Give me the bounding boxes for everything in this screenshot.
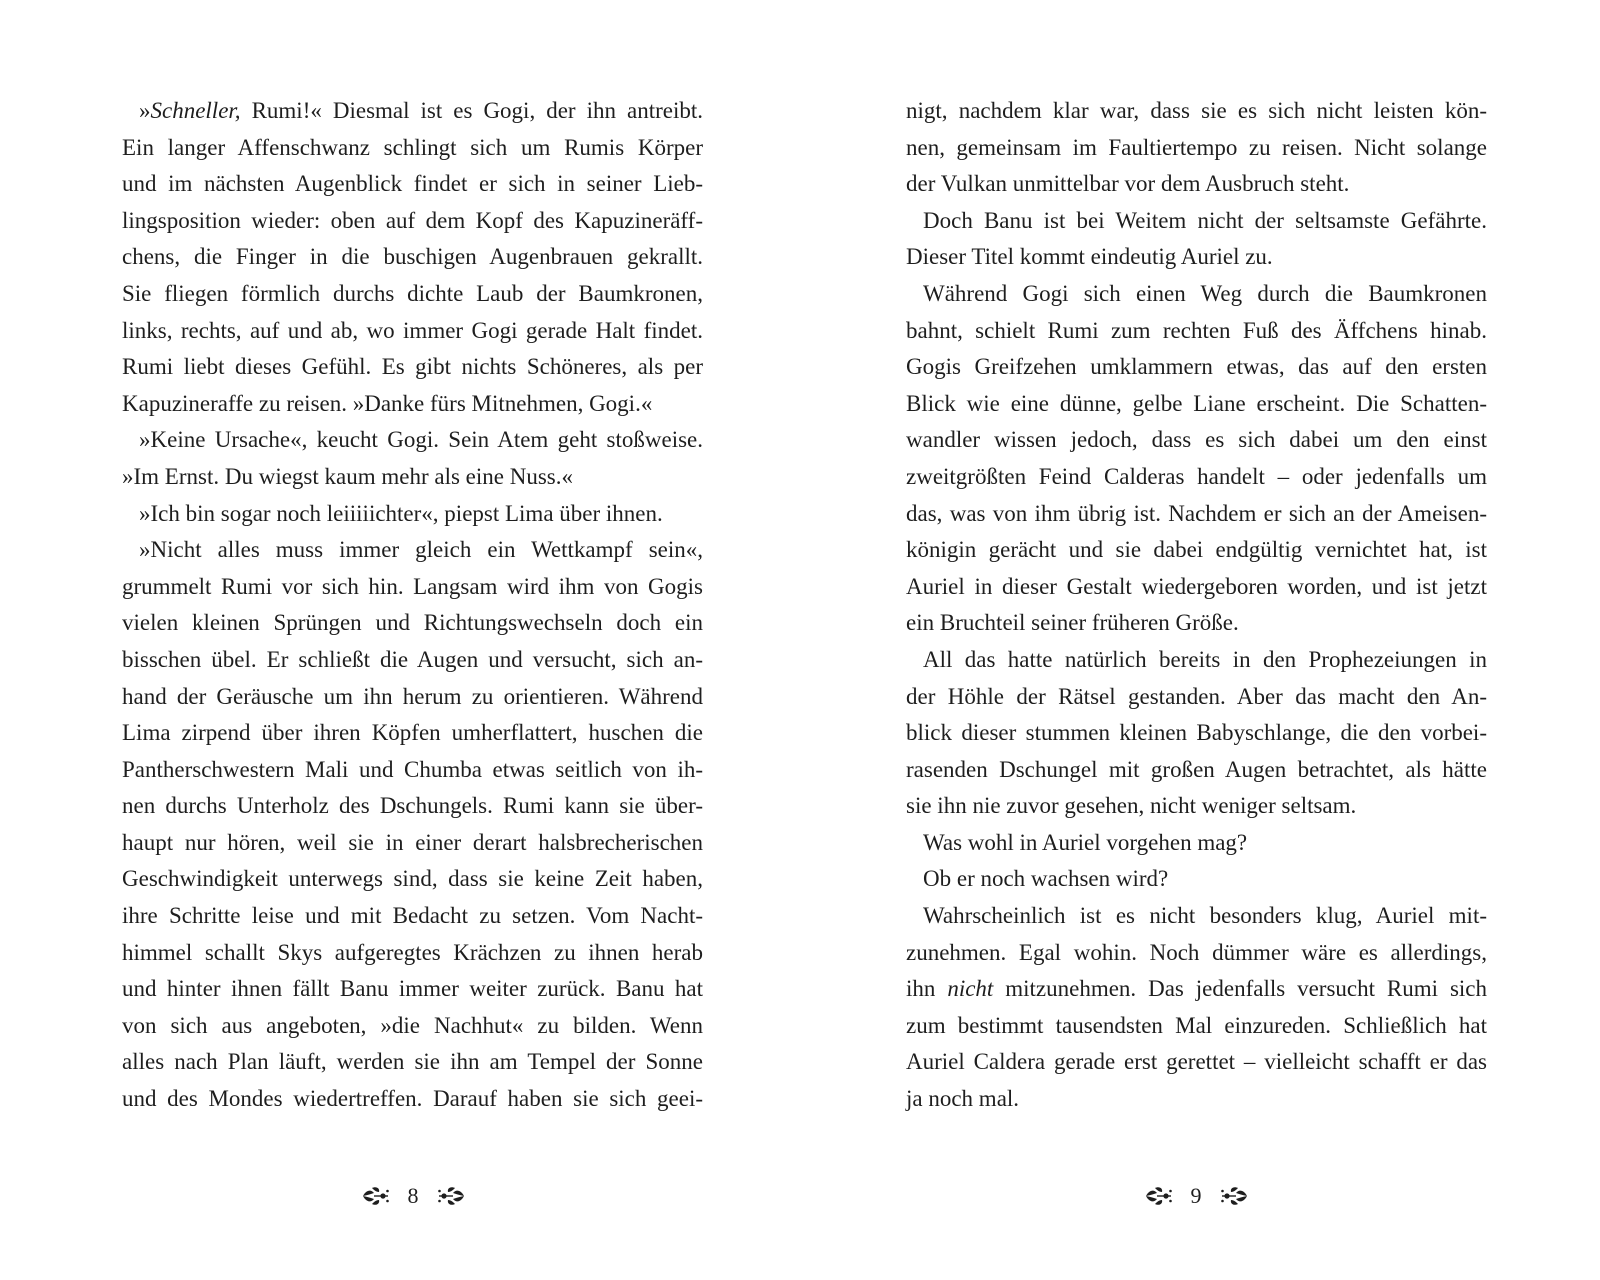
text-run: nen, gemeinsam im Faultiertempo zu reisen. Nicht solange	[906, 134, 1487, 160]
text-line	[906, 239, 1487, 276]
text-run: »Ich bin sogar noch leiiiiichter«, piepst Lima über ihnen.	[139, 500, 663, 526]
text-run: alles nach Plan läuft, werden sie ihn am Tempel der Sonne	[122, 1049, 703, 1075]
text-line	[122, 532, 703, 569]
text-line	[906, 1008, 1487, 1045]
text-run: sie ihn nie zuvor gesehen, nicht weniger seltsam.	[906, 793, 1357, 819]
text-run: All das hatte natürlich bereits in den Prophezeiungen in	[923, 646, 1487, 672]
text-run: bahnt, schielt Rumi zum rechten Fuß des Äffchens hinab.	[906, 317, 1487, 343]
text-run: vielen kleinen Sprüngen und Richtungswechseln doch ein	[122, 610, 703, 636]
text-run: haupt nur hören, weil sie in einer derart halsbrecherischen	[122, 829, 703, 855]
text-line	[906, 166, 1487, 203]
text-line	[122, 898, 703, 935]
text-run: der Vulkan unmittelbar vor dem Ausbruch steht.	[906, 171, 1350, 197]
text-run: chens, die Finger in die buschigen Augenbrauen gekrallt.	[122, 244, 703, 270]
text-line	[122, 349, 703, 386]
text-line	[906, 971, 1487, 1008]
page-number: 8	[407, 1183, 419, 1208]
text-line	[906, 93, 1487, 130]
text-line	[906, 935, 1487, 972]
text-line	[906, 496, 1487, 533]
text-line	[122, 386, 703, 423]
text-run: Auriel Caldera gerade erst gerettet – vielleicht schafft er das	[906, 1049, 1487, 1075]
text-run: Blick wie eine dünne, gelbe Liane erscheint. Die Schatten-	[906, 390, 1487, 416]
left-page-body	[122, 93, 703, 1118]
floral-vignette-icon	[437, 1185, 467, 1207]
text-line	[122, 825, 703, 862]
text-line	[906, 422, 1487, 459]
text-line	[122, 1081, 703, 1118]
text-line	[906, 1044, 1487, 1081]
text-run: ihn	[906, 976, 948, 1002]
text-line	[906, 861, 1487, 898]
text-run: Dieser Titel kommt eindeutig Auriel zu.	[906, 244, 1273, 270]
text-line	[906, 898, 1487, 935]
text-run: himmel schallt Skys aufgeregtes Krächzen zu ihnen herab	[122, 939, 703, 965]
text-run: Ein langer Affenschwanz schlingt sich um Rumis Körper	[122, 134, 703, 160]
text-run: ein Bruchteil seiner früheren Größe.	[906, 610, 1239, 636]
text-run: zweitgrößten Feind Calderas handelt – oder jedenfalls um	[906, 463, 1487, 489]
text-run: nen durchs Unterholz des Dschungels. Rumi kann sie über-	[122, 793, 703, 819]
text-run: und im nächsten Augenblick findet er sich in seiner Lieb-	[122, 171, 703, 197]
text-run: und hinter ihnen fällt Banu immer weiter zurück. Banu hat	[122, 976, 703, 1002]
text-line	[906, 349, 1487, 386]
text-run: der Höhle der Rätsel gestanden. Aber das macht den An-	[906, 683, 1487, 709]
text-run: links, rechts, auf und ab, wo immer Gogi gerade Halt findet.	[122, 317, 703, 343]
text-run: Was wohl in Auriel vorgehen mag?	[923, 829, 1248, 855]
text-run: mitzunehmen. Das jedenfalls versucht Rumi sich	[993, 976, 1488, 1002]
text-run: Ob er noch wachsen wird?	[923, 866, 1169, 892]
text-run: Kapuzineraffe zu reisen. »Danke fürs Mitnehmen, Gogi.«	[122, 390, 653, 416]
text-run: ja noch mal.	[906, 1086, 1020, 1112]
text-run: »Im Ernst. Du wiegst kaum mehr als eine Nuss.«	[122, 463, 573, 489]
text-line	[906, 459, 1487, 496]
text-line	[122, 130, 703, 167]
text-run: königin gerächt und sie dabei endgültig vernichtet hat, ist	[906, 537, 1487, 563]
text-run: Gogis Greifzehen umklammern etwas, das auf den ersten	[906, 354, 1487, 380]
text-line	[122, 605, 703, 642]
text-run: »	[139, 98, 151, 123]
text-run: zunehmen. Egal wohin. Noch dümmer wäre es allerdings,	[906, 939, 1487, 965]
italic-text: nicht	[947, 976, 994, 1002]
text-line	[122, 642, 703, 679]
text-run: das, was von ihm übrig ist. Nachdem er sich an der Ameisen-	[906, 500, 1487, 526]
text-run: Sie fliegen förmlich durchs dichte Laub der Baumkronen,	[122, 280, 703, 306]
text-line	[906, 1081, 1487, 1118]
text-line	[122, 1008, 703, 1045]
text-line	[122, 935, 703, 972]
text-run: Rumi liebt dieses Gefühl. Es gibt nichts Schöneres, als per	[122, 354, 703, 380]
text-run: Während Gogi sich einen Weg durch die Baumkronen	[923, 280, 1487, 306]
text-line	[906, 203, 1487, 240]
text-run: »Nicht alles muss immer gleich ein Wettkampf sein«,	[139, 537, 703, 563]
text-line	[906, 679, 1487, 716]
floral-vignette-icon	[1220, 1185, 1250, 1207]
right-page	[800, 0, 1600, 1280]
text-line	[906, 825, 1487, 862]
text-run: bisschen übel. Er schließt die Augen und versucht, sich an-	[122, 646, 703, 672]
italic-text: Schneller,	[150, 98, 241, 123]
right-page-footer	[1096, 1176, 1296, 1216]
text-line	[906, 605, 1487, 642]
left-page-footer	[313, 1176, 513, 1216]
text-run: Rumi!« Diesmal ist es Gogi, der ihn antreibt.	[240, 98, 703, 123]
text-line	[122, 788, 703, 825]
text-line	[122, 1044, 703, 1081]
text-run: Pantherschwestern Mali und Chumba etwas seitlich von ih-	[122, 756, 703, 782]
text-line	[122, 569, 703, 606]
text-run: Doch Banu ist bei Weitem nicht der seltsamste Gefährte.	[923, 207, 1487, 233]
text-line	[122, 422, 703, 459]
text-run: Geschwindigkeit unterwegs sind, dass sie keine Zeit haben,	[122, 866, 703, 892]
text-line	[122, 679, 703, 716]
text-run: »Keine Ursache«, keucht Gogi. Sein Atem geht stoßweise.	[139, 427, 703, 453]
text-line	[906, 532, 1487, 569]
text-run: Auriel in dieser Gestalt wiedergeboren worden, und ist jetzt	[906, 573, 1487, 599]
text-line	[906, 386, 1487, 423]
right-page-body	[906, 93, 1487, 1118]
text-line	[122, 496, 703, 533]
text-line	[906, 313, 1487, 350]
text-line	[122, 752, 703, 789]
text-line	[122, 203, 703, 240]
text-run: ihre Schritte leise und mit Bedacht zu setzen. Vom Nacht-	[122, 903, 703, 929]
text-line	[122, 239, 703, 276]
text-line	[906, 642, 1487, 679]
text-run: und des Mondes wiedertreffen. Darauf haben sie sich geei-	[122, 1086, 703, 1112]
text-line	[122, 276, 703, 313]
text-run: wandler wissen jedoch, dass es sich dabei um den einst	[906, 427, 1487, 453]
text-run: grummelt Rumi vor sich hin. Langsam wird ihm von Gogis	[122, 573, 703, 599]
text-line	[122, 459, 703, 496]
text-run: zum bestimmt tausendsten Mal einzureden. Schließlich hat	[906, 1012, 1487, 1038]
text-line	[906, 276, 1487, 313]
text-line	[906, 715, 1487, 752]
text-line	[906, 752, 1487, 789]
floral-vignette-icon	[360, 1185, 390, 1207]
text-run: Lima zirpend über ihren Köpfen umherflattert, huschen die	[122, 720, 703, 746]
page-number: 9	[1190, 1183, 1202, 1208]
text-run: blick dieser stummen kleinen Babyschlange, die den vorbei-	[906, 720, 1487, 746]
text-line	[906, 569, 1487, 606]
text-line	[122, 93, 703, 130]
text-line	[122, 971, 703, 1008]
text-run: hand der Geräusche um ihn herum zu orientieren. Während	[122, 683, 703, 709]
floral-vignette-icon	[1143, 1185, 1173, 1207]
text-run: Wahrscheinlich ist es nicht besonders klug, Auriel mit-	[923, 903, 1487, 929]
text-run: lingsposition wieder: oben auf dem Kopf des Kapuzineräff-	[122, 207, 703, 233]
text-run: von sich aus angeboten, »die Nachhut« zu bilden. Wenn	[122, 1012, 703, 1038]
text-run: rasenden Dschungel mit großen Augen betrachtet, als hätte	[906, 756, 1487, 782]
text-line	[122, 715, 703, 752]
text-line	[906, 130, 1487, 167]
text-run: nigt, nachdem klar war, dass sie es sich nicht leisten kön-	[906, 98, 1487, 123]
text-line	[906, 788, 1487, 825]
text-line	[122, 313, 703, 350]
text-line	[122, 861, 703, 898]
text-line	[122, 166, 703, 203]
